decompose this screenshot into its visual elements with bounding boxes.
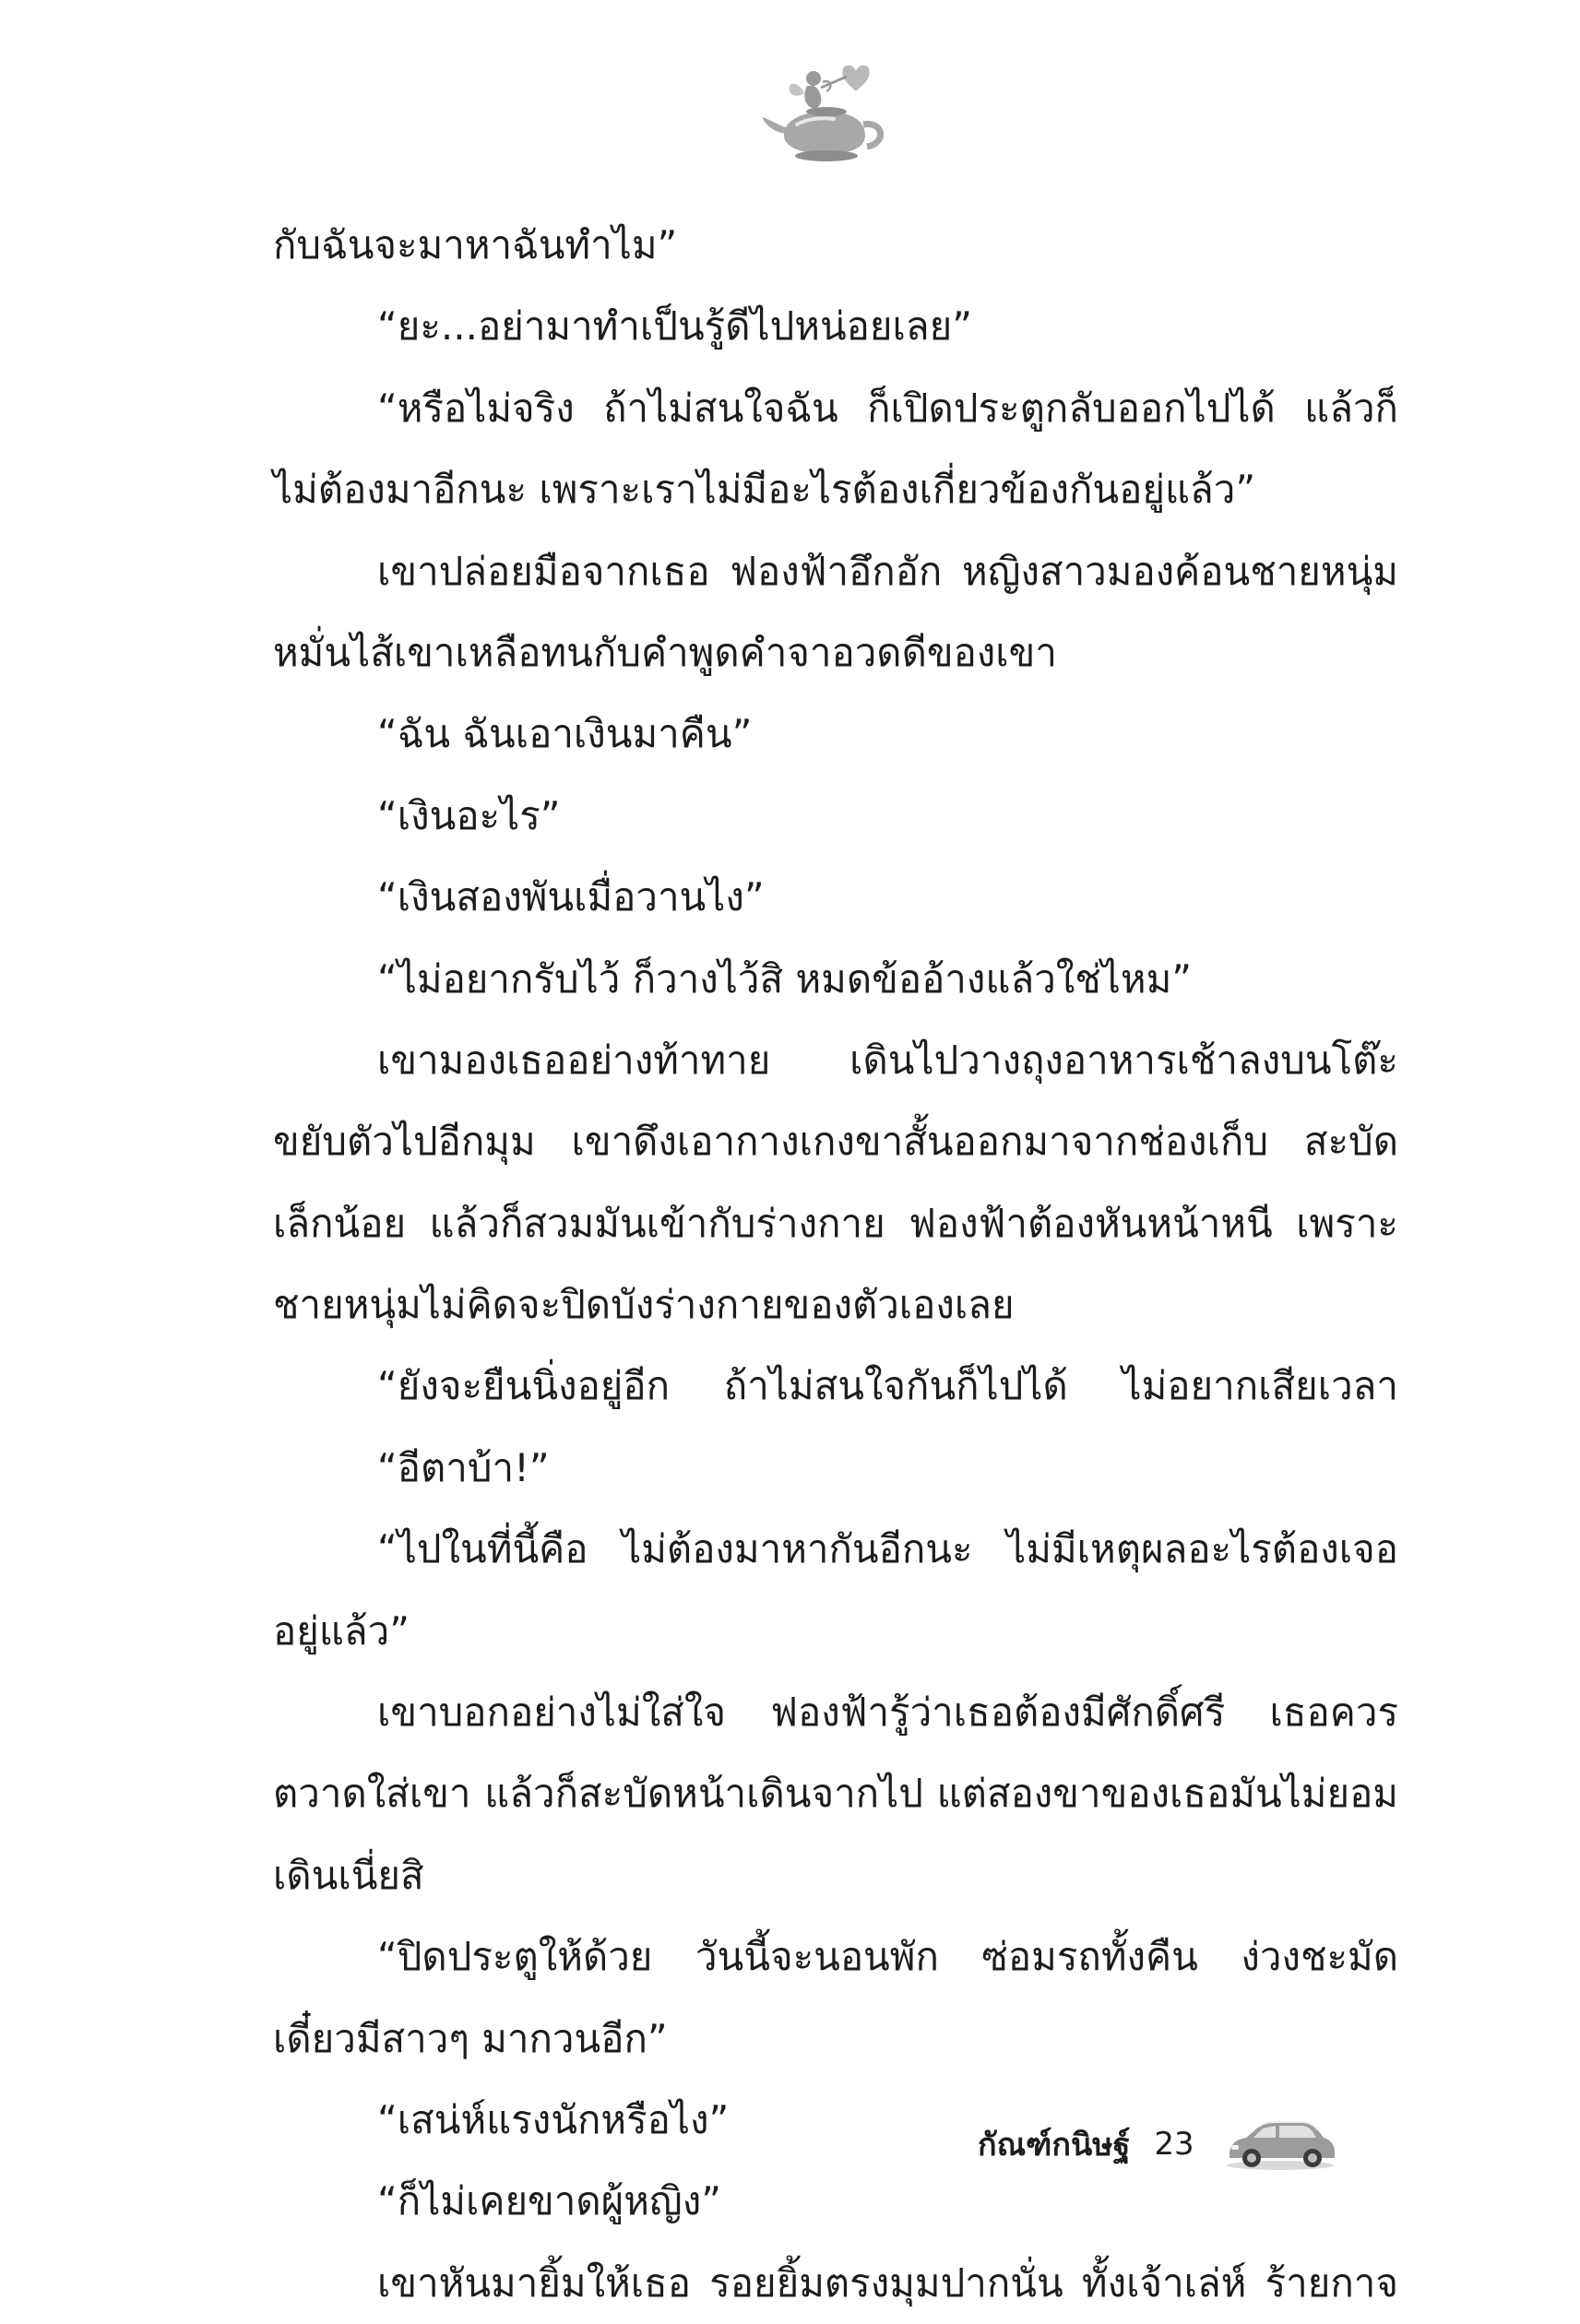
text-line: เดี๋ยวมีสาวๆ มากวนอีก” bbox=[273, 2015, 668, 2061]
text-line: “ไปในที่นี้คือ ไม่ต้องมาหากันอีกนะ ไม่มีเหตุผลอะไรต้องเจอ bbox=[377, 1526, 1398, 1572]
text-line: “ไม่อยากรับไว้ ก็วางไว้สิ หมดข้ออ้างแล้วใช่ไหม” bbox=[377, 955, 1193, 1002]
book-title: กัณฑ์กนิษฐ์ bbox=[978, 2127, 1131, 2164]
text-line: “ฉัน ฉันเอาเงินมาคืน” bbox=[377, 711, 753, 757]
text-line: “อีตาบ้า!” bbox=[377, 1444, 550, 1490]
text-line: “ยะ...อย่ามาทำเป็นรู้ดีไปหน่อยเลย” bbox=[377, 303, 972, 350]
text-line: เล็กน้อย แล้วก็สวมมันเข้ากับร่างกาย ฟองฟ้าต้องหันหน้าหนี เพราะ bbox=[273, 1200, 1398, 1246]
body-text bbox=[273, 205, 1398, 2324]
text-line: “หรือไม่จริง ถ้าไม่สนใจฉัน ก็เปิดประตูกลับออกไปได้ แล้วก็ bbox=[377, 385, 1398, 431]
text-line: “ก็ไม่เคยขาดผู้หญิง” bbox=[377, 2178, 721, 2224]
text-line: อยู่แล้ว” bbox=[273, 1607, 410, 1654]
text-line: ขยับตัวไปอีกมุม เขาดึงเอากางเกงขาสั้นออกมาจากช่องเก็บ สะบัด bbox=[273, 1119, 1398, 1165]
text-line: “ปิดประตูให้ด้วย วันนี้จะนอนพัก ซ่อมรถทั้งคืน ง่วงชะมัด bbox=[377, 1934, 1398, 1980]
text-line: เขาปล่อยมือจากเธอ ฟองฟ้าอึกอัก หญิงสาวมองค้อนชายหนุ่ม bbox=[377, 548, 1398, 594]
page-footer bbox=[978, 2112, 1338, 2176]
text-line: หมั่นไส้เขาเหลือทนกับคำพูดคำจาอวดดีของเขา bbox=[273, 629, 1057, 675]
teapot-ornament-icon bbox=[756, 51, 895, 171]
page-number: 23 bbox=[1154, 2126, 1194, 2163]
text-line: เขาหันมายิ้มให้เธอ รอยยิ้มตรงมุมปากนั่น ทั้งเจ้าเล่ห์ ร้ายกาจ bbox=[377, 2259, 1398, 2306]
text-line: ไม่ต้องมาอีกนะ เพราะเราไม่มีอะไรต้องเกี่ยวข้องกันอยู่แล้ว” bbox=[273, 467, 1256, 513]
text-line: กับฉันจะมาหาฉันทำไม” bbox=[273, 222, 678, 267]
text-line: “เงินสองพันเมื่อวานไง” bbox=[377, 874, 765, 920]
text-line: “เสน่ห์แรงนักหรือไง” bbox=[377, 2096, 730, 2142]
text-line: “เงินอะไร” bbox=[377, 792, 561, 838]
text-line: ตวาดใส่เขา แล้วก็สะบัดหน้าเดินจากไป แต่สองขาของเธอมันไม่ยอม bbox=[273, 1771, 1398, 1817]
text-line: เดินเนี่ยสิ bbox=[273, 1852, 424, 1898]
text-line: เขามองเธออย่างท้าทาย เดินไปวางถุงอาหารเช้าลงบนโต๊ะ bbox=[377, 1037, 1398, 1083]
text-line: เขาบอกอย่างไม่ใส่ใจ ฟองฟ้ารู้ว่าเธอต้องมีศักดิ์ศรี เธอควร bbox=[377, 1690, 1398, 1736]
text-line: “ยังจะยืนนิ่งอยู่อีก ถ้าไม่สนใจกันก็ไปได้ ไม่อยากเสียเวลา bbox=[377, 1363, 1398, 1409]
text-line: ชายหนุ่มไม่คิดจะปิดบังร่างกายของตัวเองเลย bbox=[273, 1282, 1015, 1328]
car-icon bbox=[1222, 2117, 1338, 2171]
